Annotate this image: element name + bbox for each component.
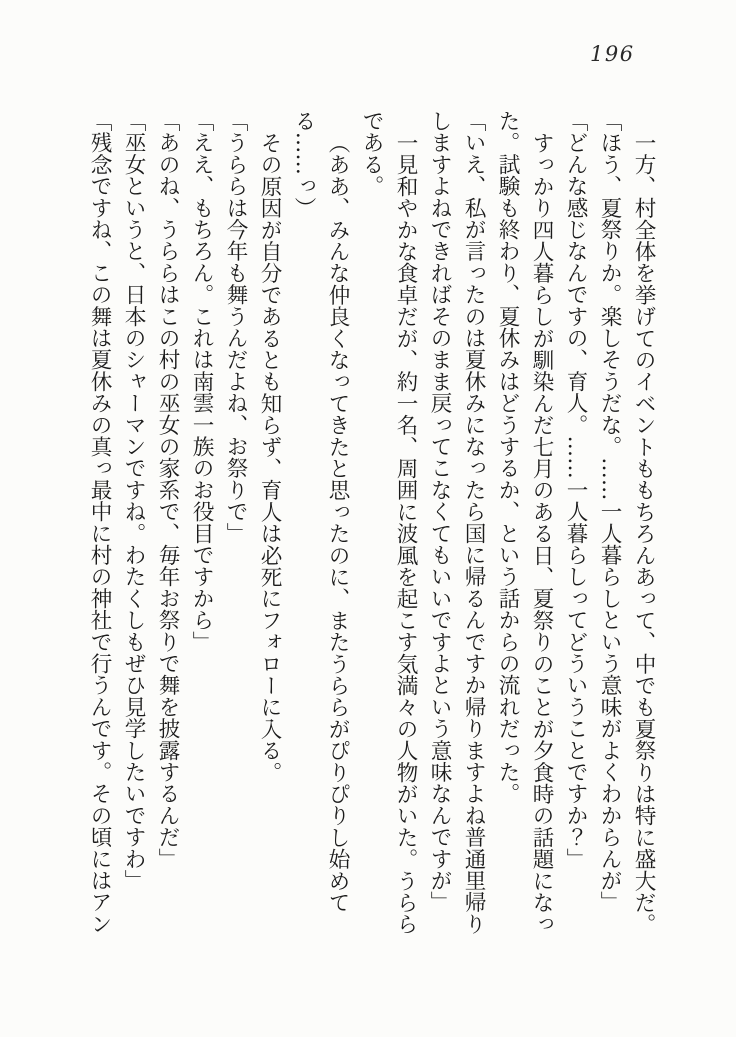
narration-paragraph: 一見和やかな食卓だが、約一名、周囲に波風を起こす気満々の人物がいた。うららである。: [359, 110, 418, 935]
dialogue-line: 「ええ、もちろん。これは南雲一族のお役目ですから」: [189, 110, 214, 653]
dialogue-line: 「いえ、私が言ったのは夏休みになったら国に帰るんですか帰りますよね普通里帰りしますよねできればそのまま戻ってこなくてもいいですよという意味なんですが」: [427, 110, 486, 935]
vertical-text-block: [82, 110, 660, 938]
dialogue-line: 「残念ですね、この舞は夏休みの真っ最中に村の神社で行うんです。その頃にはアン: [87, 110, 112, 935]
narration-paragraph: 一方、村全体を挙げてのイベントももちろんあって、中でも夏祭りは特に盛大だ。: [631, 131, 656, 935]
dialogue-line: 「巫女というと、日本のシャーマンですね。わたくしもぜひ見学したいですわ」: [121, 110, 146, 892]
dialogue-line: 「ほう、夏祭りか。楽しそうだな。……一人暮らしという意味がよくわからんが」: [597, 110, 622, 913]
narration-paragraph: その原因が自分であるとも知らず、育人は必死にフォローに入る。: [257, 131, 282, 783]
narration-paragraph: すっかり四人暮らしが馴染んだ七月のある日、夏祭りのことが夕食時の話題になった。試験も終わり、夏休みはどうするか、という話からの流れだった。: [495, 110, 554, 935]
dialogue-line: 「どんな感じなんですの、育人。……一人暮らしってどういうことですか？」: [563, 110, 588, 870]
dialogue-line: 「うららは今年も舞うんだよね、お祭りで」: [223, 110, 248, 544]
inner-monologue-paragraph: （ああ、みんな仲良くなってきたと思ったのに、またうららがぴりぴりし始めてる……っ）: [291, 110, 350, 913]
page-number: 196: [590, 42, 635, 66]
dialogue-line: 「あのね、うららはこの村の巫女の家系で、毎年お祭りで舞を披露するんだ」: [155, 110, 180, 870]
